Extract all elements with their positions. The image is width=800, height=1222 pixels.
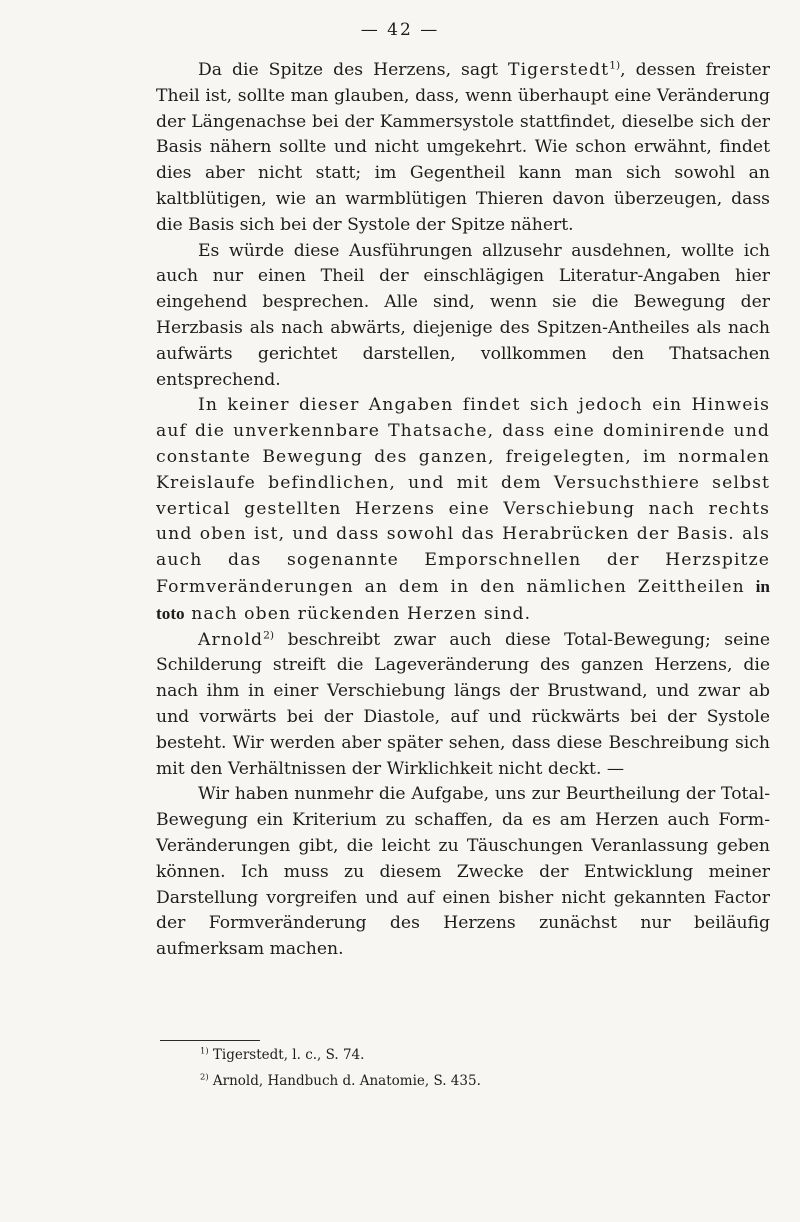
paragraph-5: Wir haben nunmehr die Aufgabe, uns zur Beurtheilung der Total-Bewegung ein Kriterium zu schaffen, da es am Herzen auch Form-Veränderungen gibt, die leicht zu Täuschungen Veranlassung geben können. Ich muss zu diesem Zwecke der Entwicklung meiner Darstellung vorgreifen und auf einen bisher nicht gekannten Factor der Formveränderung des Herzens zunächst nur beiläufig aufmerksam machen. bbox=[156, 784, 770, 960]
paragraph-4-text-after-ref: beschreibt zwar auch diese Total-Bewegung; seine Schilderung streift die Lageveränderung des ganzen Herzens, die nach ihm in einer Verschiebung längs der Brustwand, und zwar ab und vorwärts bei der Diastole, auf und rückwärts bei der Systole besteht. Wir werden aber später sehen, dass diese Beschreibung sich mit den Verhältnissen der Wirklichkeit nicht deckt. — bbox=[156, 629, 770, 779]
paragraph-1-text-before-ref: Da die Spitze des Herzens, sagt bbox=[198, 60, 509, 80]
paragraph-1-footnote-mark: 1) bbox=[609, 58, 621, 72]
paragraph-4-ref-name: Arnold bbox=[198, 629, 264, 650]
paragraph-4 bbox=[156, 628, 770, 783]
paragraph-1-ref-name: Tigerstedt bbox=[508, 60, 610, 80]
footnote-1-mark: 1) bbox=[200, 1045, 209, 1056]
footnotes bbox=[200, 1042, 760, 1094]
footnote-1 bbox=[200, 1042, 760, 1068]
body-text bbox=[156, 58, 770, 963]
paragraph-3-text-before-bold: In keiner dieser Angaben findet sich jedoch ein Hinweis auf die unverkennbare Thatsache, dass eine dominirende und constante Bewegung des ganzen, freigelegten, im normalen Kreislaufe befindlichen, und mit dem Versuchsthiere selbst vertical gestellten Herzens eine Verschiebung nach rechts und oben ist, und dass sowohl das Herabrücken der Basis. als auch das sogenannte Emporschnellen der Herzspitze Formveränderungen an dem in den nämlichen Zeittheilen bbox=[156, 395, 770, 597]
page-number: — 42 — bbox=[360, 20, 440, 40]
footnote-2-mark: 2) bbox=[200, 1071, 209, 1082]
paragraph-3 bbox=[156, 393, 770, 627]
paragraph-1-text-after-ref: , dessen freister Theil ist, sollte man glauben, dass, wenn überhaupt eine Veränderung der Längenachse bei der Kammersystole stattfindet, dieselbe sich der Basis nähern sollte und nicht umgekehrt. Wie schon erwähnt, findet dies aber nicht statt; im Gegentheil kann man sich sowohl an kaltblütigen, wie an warmblütigen Thieren davon überzeugen, dass die Basis sich bei der Systole der Spitze nähert. bbox=[156, 60, 770, 235]
paragraph-1 bbox=[156, 58, 770, 239]
paragraph-3-text-after-bold: nach oben rückenden Herzen sind. bbox=[184, 603, 532, 624]
footnote-2 bbox=[200, 1068, 760, 1094]
paragraph-2: Es würde diese Ausführungen allzusehr ausdehnen, wollte ich auch nur einen Theil der einschlägigen Literatur-Angaben hier eingehend besprechen. Alle sind, wenn sie die Bewegung der Herzbasis als nach abwärts, diejenige des Spitzen-Antheiles als nach aufwärts gerichtet darstellen, vollkommen den Thatsachen entsprechend. bbox=[156, 240, 770, 390]
paragraph-3-bold-phrase: in toto bbox=[156, 576, 770, 623]
paragraph-4-footnote-mark: 2) bbox=[263, 627, 275, 641]
footnote-divider bbox=[160, 1040, 260, 1041]
footnote-2-text: Arnold, Handbuch d. Anatomie, S. 435. bbox=[212, 1073, 481, 1089]
footnote-1-text: Tigerstedt, l. c., S. 74. bbox=[212, 1047, 365, 1063]
